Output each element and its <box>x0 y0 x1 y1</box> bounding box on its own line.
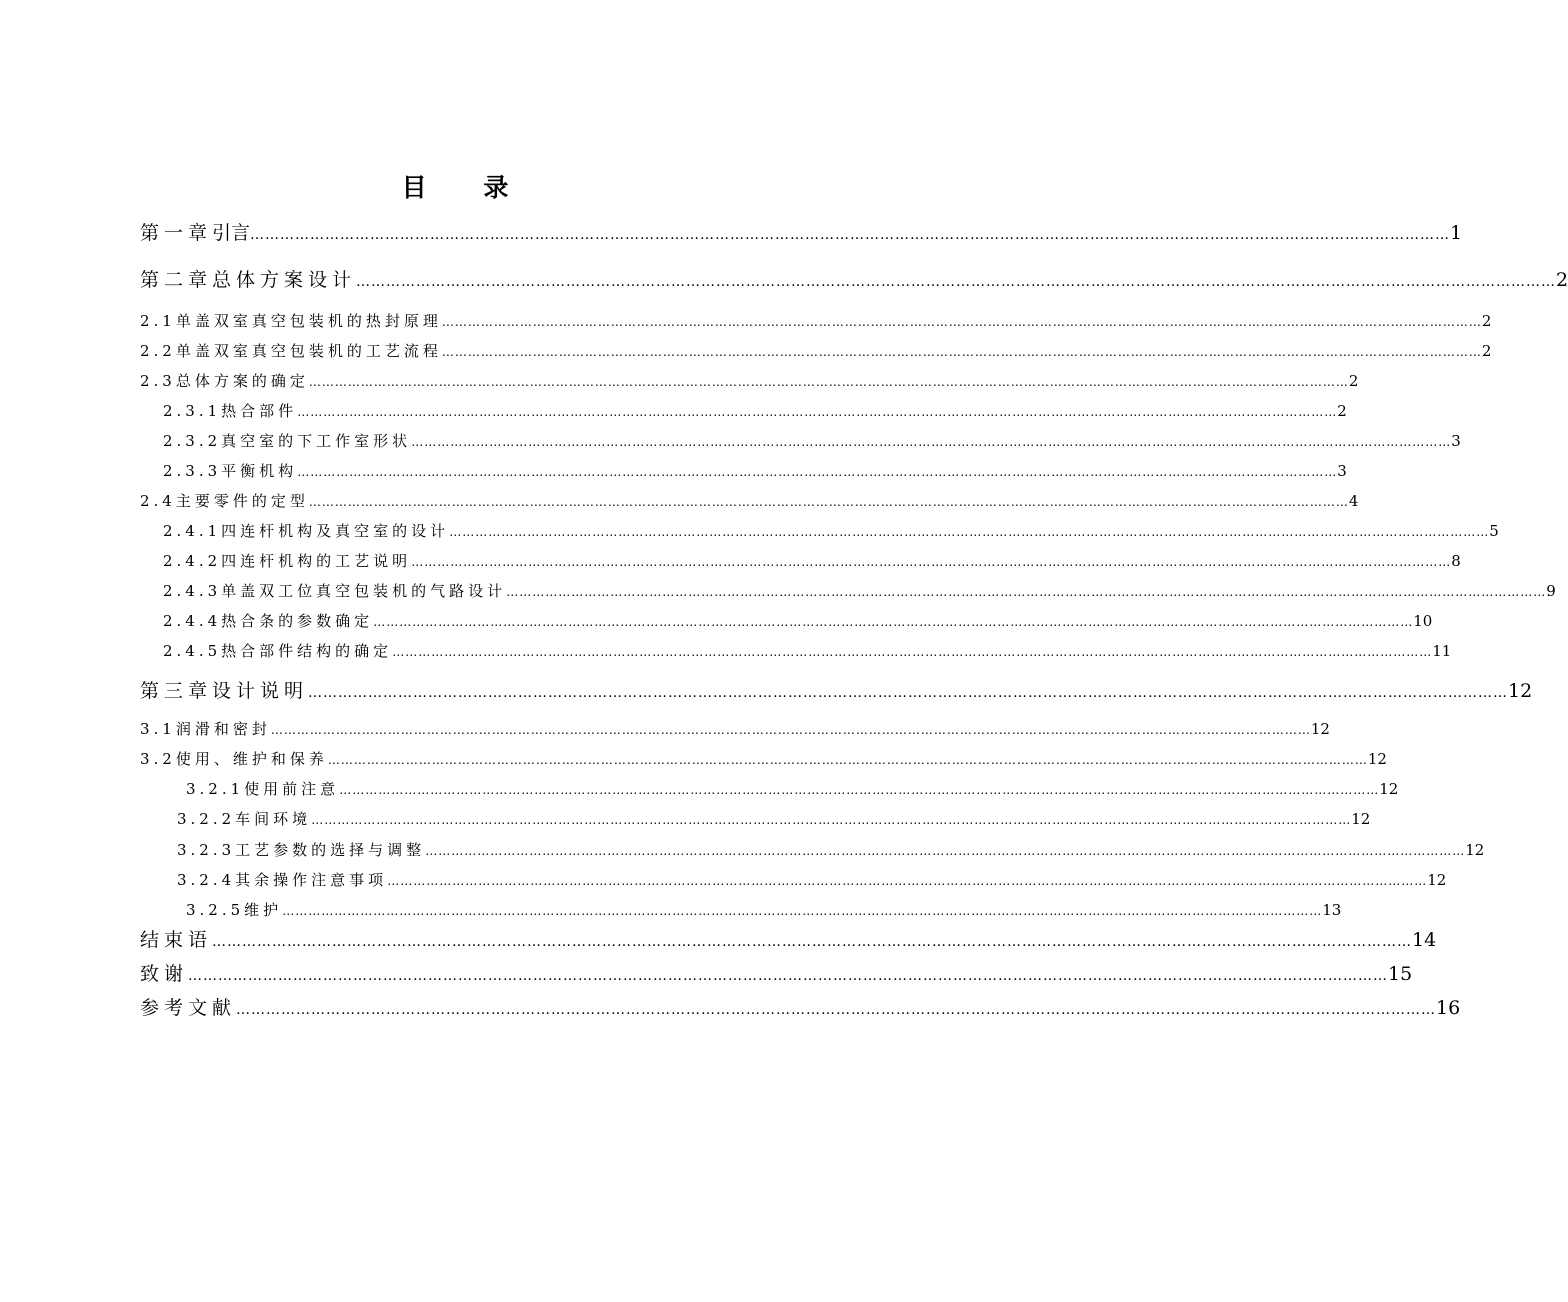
entry-page: 12 <box>1310 720 1330 738</box>
entry-label: 2.4.3 <box>163 582 222 600</box>
entry-page: 10 <box>1413 612 1433 630</box>
entry-title: 总体方案设计 <box>212 269 357 291</box>
entry-page: 2 <box>1556 269 1568 291</box>
entry-title: 单盖双室真空包装机的热封原理 <box>175 312 442 330</box>
entry-label: 3.2.2 <box>177 810 236 828</box>
entry-title: 真空室的下工作室形状 <box>221 432 412 450</box>
entry-page: 12 <box>1427 871 1447 889</box>
entry-page: 2 <box>1481 342 1492 360</box>
toc-entry-3-2-5[interactable] <box>186 898 1342 922</box>
toc-entry-3-1[interactable] <box>140 717 1330 741</box>
dot-leader: …………………………………………………………………………………………………………………………………………………………………………………………………………………… <box>282 904 1323 918</box>
toc-entry-2-4[interactable] <box>140 489 1359 513</box>
entry-title: 单盖双工位真空包装机的气路设计 <box>221 582 507 600</box>
entry-page: 8 <box>1451 552 1461 570</box>
entry-title: 工艺参数的选择与调整 <box>235 841 426 859</box>
dot-leader: …………………………………………………………………………………………………………………………………………………………………………………………………………………… <box>339 783 1380 797</box>
entry-title: 四连杆机构的工艺说明 <box>221 552 412 570</box>
dot-leader: …………………………………………………………………………………………………………………………………………………………………………………………………………………… <box>441 315 1482 329</box>
entry-title: 主要零件的定型 <box>175 492 309 510</box>
dot-leader: …………………………………………………………………………………………………………………………………………………………………………………………………………………… <box>212 934 1413 950</box>
entry-title: 结束语 <box>140 929 213 951</box>
entry-title: 单盖双室真空包装机的工艺流程 <box>175 342 442 360</box>
entry-label: 3.2.1 <box>186 780 245 798</box>
entry-title: 参考文献 <box>140 997 237 1019</box>
entry-label: 2.4.4 <box>163 612 222 630</box>
entry-page: 3 <box>1337 462 1347 480</box>
entry-title: 车间环境 <box>235 810 312 828</box>
toc-entry-3-2[interactable] <box>140 747 1387 771</box>
toc-entry-2-3-3[interactable] <box>163 459 1347 483</box>
dot-leader: …………………………………………………………………………………………………………………………………………………………………………………………………………………… <box>297 405 1338 419</box>
entry-page: 3 <box>1451 432 1461 450</box>
dot-leader: …………………………………………………………………………………………………………………………………………………………………………………………………………………… <box>308 375 1349 389</box>
entry-label: 2.4.5 <box>163 642 222 660</box>
dot-leader: …………………………………………………………………………………………………………………………………………………………………………………………………………………… <box>327 753 1368 767</box>
dot-leader: …………………………………………………………………………………………………………………………………………………………………………………………………………………… <box>411 555 1452 569</box>
entry-label: 2.4.2 <box>163 552 222 570</box>
toc-entry-2-3-2[interactable] <box>163 429 1461 453</box>
entry-label: 2.1 <box>140 312 176 330</box>
entry-page: 9 <box>1546 582 1556 600</box>
entry-label: 2.3.2 <box>163 432 222 450</box>
dot-leader: …………………………………………………………………………………………………………………………………………………………………………………………………………………… <box>311 813 1352 827</box>
dot-leader: …………………………………………………………………………………………………………………………………………………………………………………………………………………… <box>356 274 1557 290</box>
dot-leader: …………………………………………………………………………………………………………………………………………………………………………………………………………………… <box>387 874 1428 888</box>
entry-label: 第三章 <box>140 680 213 702</box>
toc-entry-2-4-3[interactable] <box>163 579 1556 603</box>
dot-leader: …………………………………………………………………………………………………………………………………………………………………………………………………………………… <box>449 525 1490 539</box>
entry-page: 15 <box>1388 963 1413 985</box>
entry-page: 1 <box>1450 222 1463 244</box>
toc-entry-3-2-1[interactable] <box>186 777 1399 801</box>
entry-title: 润滑和密封 <box>175 720 271 738</box>
dot-leader: …………………………………………………………………………………………………………………………………………………………………………………………………………………… <box>425 844 1466 858</box>
entry-label: 3.2.4 <box>177 871 236 889</box>
dot-leader: …………………………………………………………………………………………………………………………………………………………………………………………………………………… <box>297 465 1338 479</box>
toc-entry-3-2-4[interactable] <box>177 868 1447 892</box>
entry-label: 2.2 <box>140 342 176 360</box>
toc-entry-2-4-1[interactable] <box>163 519 1499 543</box>
toc-title: 目 录 <box>401 173 533 202</box>
entry-page: 13 <box>1322 901 1342 919</box>
toc-entry-2-4-4[interactable] <box>163 609 1433 633</box>
entry-title: 四连杆机构及真空室的设计 <box>221 522 450 540</box>
toc-entry-2-4-5[interactable] <box>163 639 1452 663</box>
toc-entry-2-1[interactable] <box>140 309 1492 333</box>
entry-page: 2 <box>1337 402 1347 420</box>
entry-page: 16 <box>1436 997 1461 1019</box>
toc-entry-2-4-2[interactable] <box>163 549 1461 573</box>
entry-page: 2 <box>1481 312 1492 330</box>
entry-page: 14 <box>1412 929 1437 951</box>
entry-label: 2.4 <box>140 492 176 510</box>
entry-page: 12 <box>1367 750 1387 768</box>
dot-leader: …………………………………………………………………………………………………………………………………………………………………………………………………………………… <box>236 1002 1437 1018</box>
entry-page: 12 <box>1508 680 1533 702</box>
entry-title: 平衡机构 <box>221 462 298 480</box>
entry-title: 其余操作注意事项 <box>235 871 388 889</box>
dot-leader: …………………………………………………………………………………………………………………………………………………………………………………………………………………… <box>441 345 1482 359</box>
entry-title: 热合部件 <box>221 402 298 420</box>
entry-title: 设计说明 <box>212 680 309 702</box>
toc-entry-conclusion[interactable] <box>140 926 1437 954</box>
dot-leader: …………………………………………………………………………………………………………………………………………………………………………………………………………………… <box>250 227 1451 243</box>
toc-entry-3-2-3[interactable] <box>177 838 1485 862</box>
dot-leader: …………………………………………………………………………………………………………………………………………………………………………………………………………………… <box>308 495 1349 509</box>
entry-page: 2 <box>1348 372 1359 390</box>
entry-label: 2.3 <box>140 372 176 390</box>
toc-entry-acknowledgements[interactable] <box>140 960 1413 988</box>
entry-page: 12 <box>1465 841 1485 859</box>
entry-title: 使用、维护和保养 <box>175 750 328 768</box>
entry-title: 使用前注意 <box>244 780 340 798</box>
dot-leader: …………………………………………………………………………………………………………………………………………………………………………………………………………………… <box>270 723 1311 737</box>
dot-leader: …………………………………………………………………………………………………………………………………………………………………………………………………………………… <box>411 435 1452 449</box>
entry-page: 12 <box>1379 780 1399 798</box>
toc-entry-chapter-1[interactable] <box>140 219 1463 247</box>
entry-page: 11 <box>1432 642 1452 660</box>
entry-label: 3.2.5 <box>186 901 245 919</box>
entry-title: 维护 <box>244 901 283 919</box>
entry-label: 3.2 <box>140 750 176 768</box>
entry-page: 5 <box>1489 522 1499 540</box>
entry-title: 总体方案的确定 <box>175 372 309 390</box>
toc-entry-2-2[interactable] <box>140 339 1492 363</box>
toc-entry-chapter-3[interactable] <box>140 677 1533 705</box>
entry-label: 2.4.1 <box>163 522 222 540</box>
entry-title: 热合条的参数确定 <box>221 612 374 630</box>
dot-leader: …………………………………………………………………………………………………………………………………………………………………………………………………………………… <box>392 645 1433 659</box>
entry-label: 3.2.3 <box>177 841 236 859</box>
entry-label: 3.1 <box>140 720 176 738</box>
dot-leader: …………………………………………………………………………………………………………………………………………………………………………………………………………………… <box>188 968 1389 984</box>
entry-label: 2.3.3 <box>163 462 222 480</box>
entry-label: 第一章 <box>140 222 213 244</box>
entry-title: 引言 <box>212 222 251 244</box>
entry-page: 12 <box>1351 810 1371 828</box>
toc-entry-chapter-2[interactable] <box>140 266 1568 294</box>
entry-label: 第二章 <box>140 269 213 291</box>
entry-label: 2.3.1 <box>163 402 222 420</box>
dot-leader: …………………………………………………………………………………………………………………………………………………………………………………………………………………… <box>308 685 1509 701</box>
toc-entry-3-2-2[interactable] <box>177 807 1371 831</box>
toc-entry-references[interactable] <box>140 994 1461 1022</box>
entry-title: 热合部件结构的确定 <box>221 642 393 660</box>
dot-leader: …………………………………………………………………………………………………………………………………………………………………………………………………………………… <box>373 615 1414 629</box>
entry-title: 致谢 <box>140 963 189 985</box>
entry-page: 4 <box>1348 492 1359 510</box>
toc-entry-2-3[interactable] <box>140 369 1359 393</box>
dot-leader: …………………………………………………………………………………………………………………………………………………………………………………………………………………… <box>506 585 1547 599</box>
toc-entry-2-3-1[interactable] <box>163 399 1347 423</box>
